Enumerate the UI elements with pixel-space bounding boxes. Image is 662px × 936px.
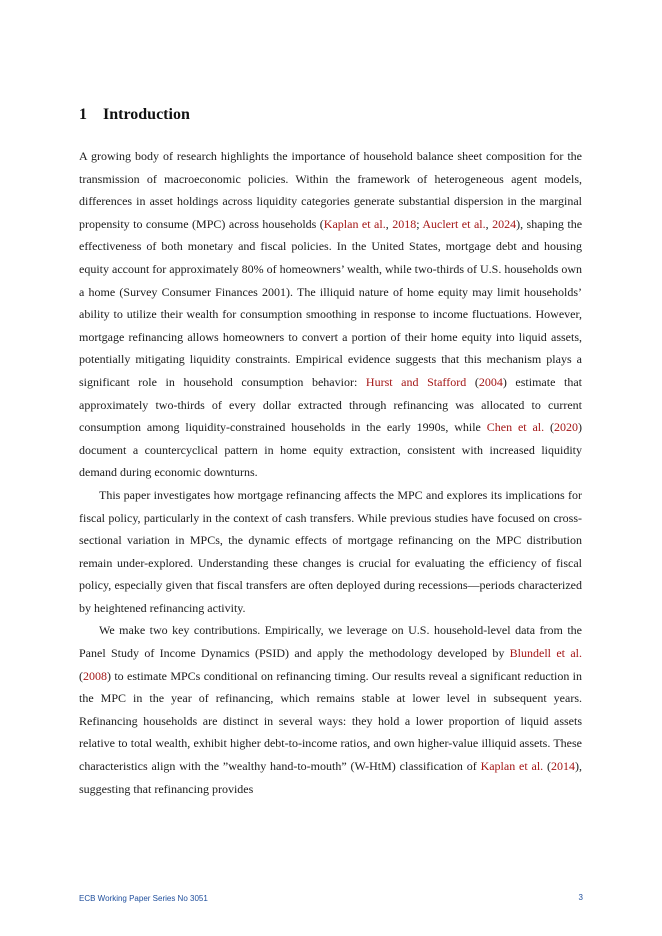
section-heading: [79, 106, 190, 124]
paragraph-text: We make two key contributions. Empirically, we leverage on U.S. household-level data from the Panel Study of Income Dynamics (PSID) and apply the methodology developed by: [79, 623, 582, 661]
paragraph-text: (: [466, 374, 479, 389]
footer-page-number: 3: [578, 893, 583, 902]
citation-link[interactable]: 2014: [551, 759, 575, 774]
paragraph-text: ), suggesting that refinancing provides: [79, 759, 582, 796]
citation-link[interactable]: 2024: [492, 216, 517, 231]
citation-link[interactable]: Blundell et al.: [509, 646, 583, 661]
citation-link[interactable]: 2008: [83, 668, 107, 683]
paragraph-text: ,: [385, 216, 393, 231]
paragraph-1: [79, 145, 582, 484]
citation-link[interactable]: Kaplan et al.: [323, 216, 386, 231]
paragraph-text: (: [544, 420, 555, 435]
paragraph-2: [79, 484, 582, 620]
paragraph-text: (: [79, 668, 83, 683]
section-number: 1: [79, 106, 87, 123]
paragraph-text: ;: [416, 216, 423, 231]
paragraph-text: ) document a countercyclical pattern in home equity extraction, consistent with increased liquidity demand during economic downturns.: [79, 420, 583, 480]
paragraph-text: ) to estimate MPCs conditional on refinancing timing. Our results reveal a significant reduction in the MPC in the year of refinancing, which remains stable at lower level in subsequent years. Refinancing households are distinct in several ways: they hold a lower proportion of liquid assets relative to total wealth, exhibit higher debt-to-income ratios, and own higher-value illiquid assets. These characteristics align with the ”wealthy hand-to-mouth” (W-HtM) classification of: [79, 668, 582, 774]
citation-link[interactable]: Chen et al.: [486, 420, 545, 435]
citation-link[interactable]: 2020: [554, 420, 579, 435]
body-text: [79, 145, 582, 800]
citation-link[interactable]: 2004: [478, 374, 503, 389]
paragraph-text: This paper investigates how mortgage refinancing affects the MPC and explores its implications for fiscal policy, particularly in the context of cash transfers. While previous studies have focused on cross-sectional variation in MPCs, the dynamic effects of mortgage refinancing on the MPC distribution remain under-explored. Understanding these changes is crucial for evaluating the efficiency of fiscal policy, especially given that fiscal transfers are often deployed during recessions—periods characterized by heightened refinancing activity.: [79, 487, 582, 615]
citation-link[interactable]: Kaplan et al.: [480, 759, 544, 774]
citation-link[interactable]: Auclert et al.: [422, 216, 486, 231]
section-title: Introduction: [103, 106, 190, 123]
citation-link[interactable]: 2018: [392, 216, 417, 231]
citation-link[interactable]: Hurst and Stafford: [365, 374, 467, 389]
paragraph-text: (: [543, 759, 551, 774]
paragraph-3: [79, 619, 582, 800]
paragraph-text: ,: [485, 216, 493, 231]
paragraph-text: A growing body of research highlights the importance of household balance sheet composition for the transmission of macroeconomic policies. Within the framework of heterogeneous agent models, differences in asset holdings across liquidity categories generate substantial dispersion in the marginal propensity to consume (MPC) across households (: [79, 149, 582, 231]
paragraph-text: ) estimate that approximately two-thirds of every dollar extracted through refinancing was allocated to current consumption among liquidity-constrained households in the early 1990s, while: [79, 374, 583, 435]
paragraph-text: ), shaping the effectiveness of both monetary and fiscal policies. In the United States, mortgage debt and housing equity account for approximately 80% of homeowners’ wealth, while two-thirds of U.S. households own a home (Survey Consumer Finances 2001). The illiquid nature of home equity may limit households’ ability to utilize their wealth for consumption smoothing in response to income fluctuations. However, mortgage refinancing allows homeowners to convert a portion of their home equity into liquid assets, potentially mitigating liquidity constraints. Empirical evidence suggests that this mechanism plays a significant role in household consumption behavior:: [79, 216, 583, 389]
footer-series: ECB Working Paper Series No 3051: [79, 894, 208, 903]
